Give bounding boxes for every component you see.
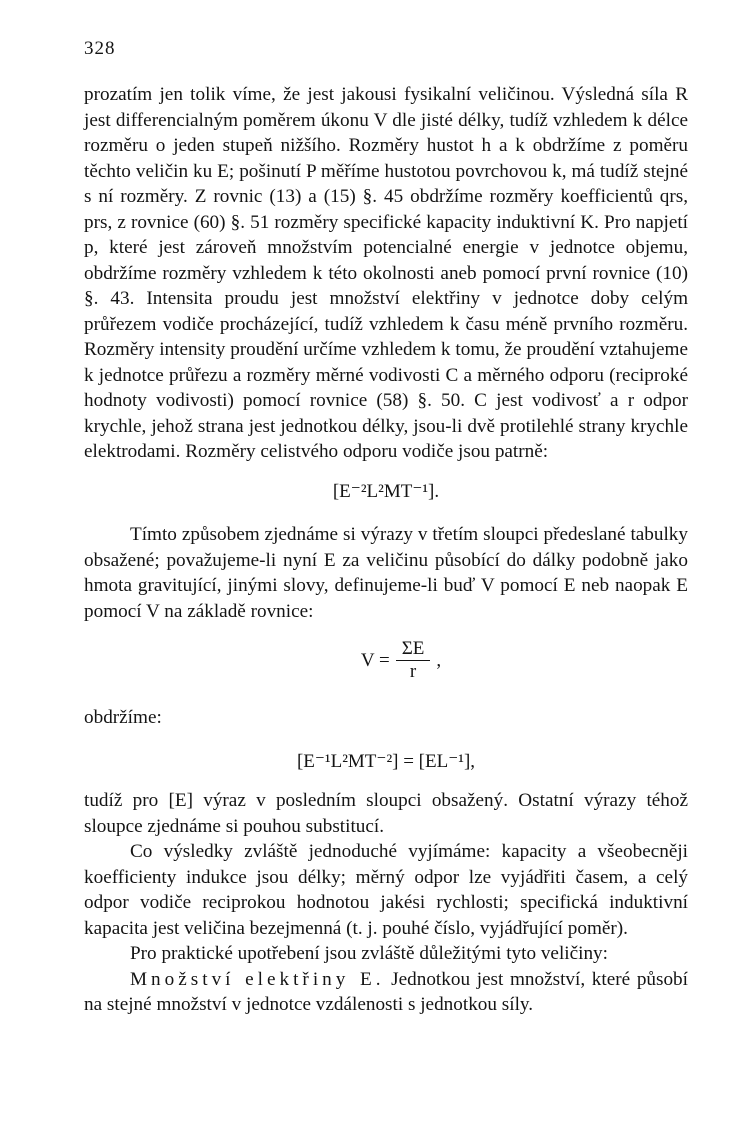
paragraph-dimensions: prozatím jen tolik víme, že jest jakousi fysikalní veličinou. Výsledná síla R jest differencialným poměrem úkonu V dle jisté délky, tudíž vzhledem k délce rozměru o jeden stupeň nižšího. Rozměry hustot h a k obdržíme z poměru těchto veličin ku E; pošinutí P měříme hustotou povrchovou k, má tudíž stejné s ní rozměry. Z rovnic (13) a (15) §. 45 obdržíme rozměry koefficientů qrs, prs, z rovnice (60) §. 51 rozměry specifické kapacity induktivní K. Pro napjetí p, které jest zároveň množstvím potencialné energie v jednotce objemu, obdržíme rozměry vzhledem k této okolnosti aneb pomocí první rovnice (10) §. 43. Intensita proudu jest množství elektřiny v jednotce doby celým průřezem vodiče procházející, tudíž vzhledem k času méně prvního rozměru. Rozměry intensity proudění určíme vzhledem k tomu, že proudění vztahujeme k jednotce průřezu a rozměry měrné vodivosti C a měrného odporu (reciproké hodnoty vodivosti) pomocí rovnice (58) §. 50. C jest vodivosť a r odpor krychle, jehož strana jest jednotkou délky, jsou-li dvě protilehlé strany krychle elektrodami. Rozměry celistvého odporu vodiče jsou patrně: bbox=[84, 84, 688, 462]
equation-tail: , bbox=[436, 649, 442, 671]
page-number: 328 bbox=[84, 38, 116, 59]
paragraph-substitution: tudíž pro [E] výraz v posledním sloupci obsažený. Ostatní výrazy téhož sloupce zjednáme si pouhou substitucí. bbox=[84, 790, 688, 837]
paragraph-practical: Pro praktické upotřebení jsou zvláště důležitými tyto veličiny: bbox=[130, 943, 608, 964]
fraction-numerator: ΣE bbox=[396, 638, 431, 661]
equation-charge-dimensions: [E⁻¹L²MT⁻²] = [EL⁻¹], bbox=[296, 750, 476, 772]
definition-text: Jednotkou jest množství, které působí na stejné množství v jednotce vzdálenosti s jednotkou síly. bbox=[84, 968, 688, 1015]
equation-resistance-dimensions: [E⁻²L²MT⁻¹]. bbox=[332, 480, 440, 502]
fraction bbox=[396, 638, 431, 683]
page-body bbox=[84, 82, 688, 1018]
paragraph-method: Tímto způsobem zjednáme si výrazy v třetím sloupci předeslané tabulky obsažené; považujeme-li nyní E za veličinu působící do dálky podobně jako hmota gravitující, jinými slovy, definujeme-li buď V pomocí E neb naopak E pomocí V na základě rovnice: bbox=[84, 524, 688, 622]
paragraph-results: Co výsledky zvláště jednoduché vyjímáme: kapacity a všeobecněji koefficienty indukce jsou délky; měrný odpor lze vyjádřiti časem, a celý odpor vodiče reciprokou hodnotou jakési rychlosti; specifická induktivní kapacita jest veličina bezejmenná (t. j. pouhé číslo, vyjádřující poměr). bbox=[84, 841, 688, 939]
equation-lhs: V = bbox=[360, 649, 390, 671]
label-obtain: obdržíme: bbox=[84, 707, 162, 728]
equation-potential bbox=[114, 638, 688, 683]
paragraph-quantity-of-electricity bbox=[84, 967, 688, 1018]
term-quantity-of-electricity: Množství elektřiny E. bbox=[130, 968, 385, 990]
fraction-denominator: r bbox=[409, 661, 417, 682]
